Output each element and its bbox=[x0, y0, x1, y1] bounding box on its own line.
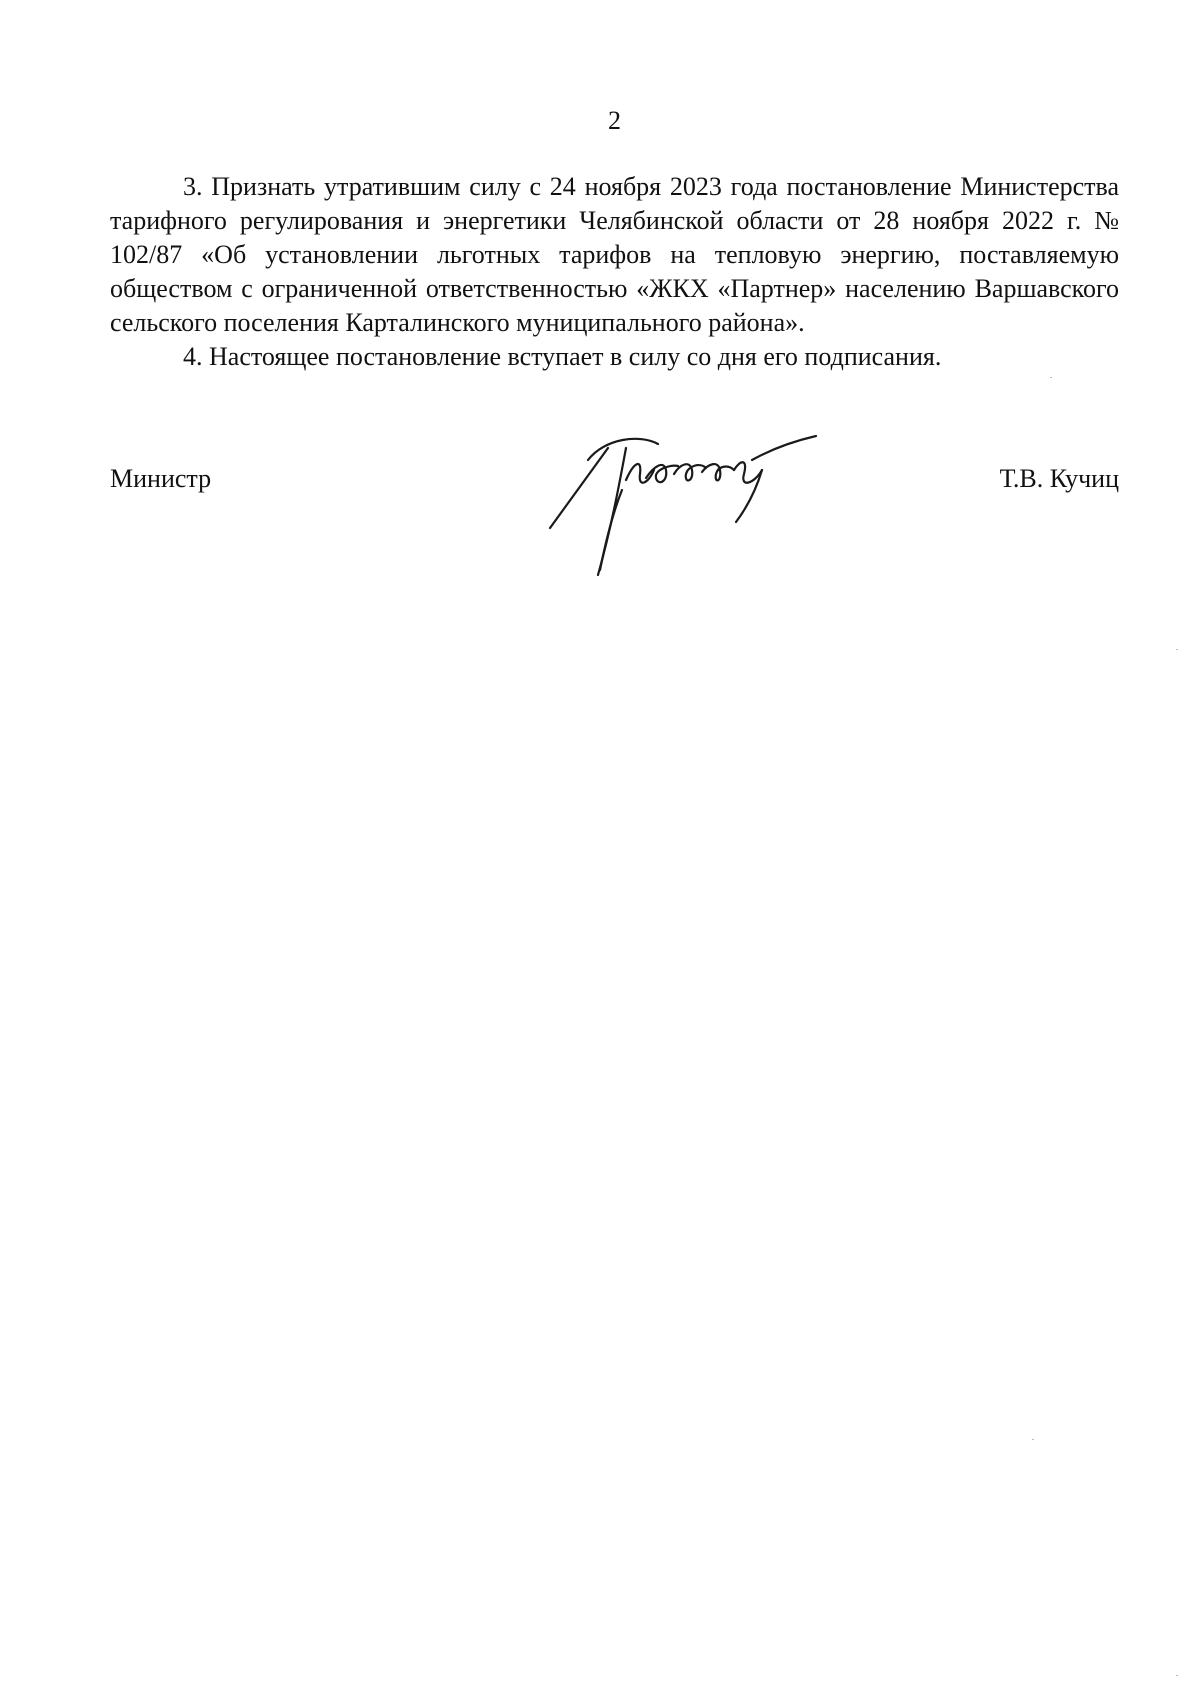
page-number: 2 bbox=[608, 106, 621, 135]
signature-block bbox=[110, 430, 1119, 580]
scan-speck bbox=[1050, 377, 1052, 378]
handwritten-signature-icon bbox=[530, 430, 830, 580]
paragraph-3: 3. Признать утратившим силу с 24 ноября 2023 года постановление Министерства тарифного регулирования и энергетики Челябинской области от 28 ноября 2022 г. № 102/87 «Об установлении льготных тарифов на тепловую энергию, поставляемую обществом с ограниченной ответственностью «ЖКХ «Партнер» населению Варшавского сельского поселения Карталинского муниципального района». bbox=[110, 172, 1119, 337]
paragraph-4: 4. Настоящее постановление вступает в силу со дня его подписания. bbox=[183, 342, 942, 371]
scan-speck bbox=[1032, 1439, 1034, 1440]
signatory-name: Т.В. Кучиц bbox=[999, 464, 1119, 493]
signatory-position: Министр bbox=[110, 464, 212, 493]
scan-speck bbox=[1176, 1675, 1178, 1676]
scan-speck bbox=[1176, 649, 1178, 650]
document-body bbox=[110, 170, 1119, 374]
